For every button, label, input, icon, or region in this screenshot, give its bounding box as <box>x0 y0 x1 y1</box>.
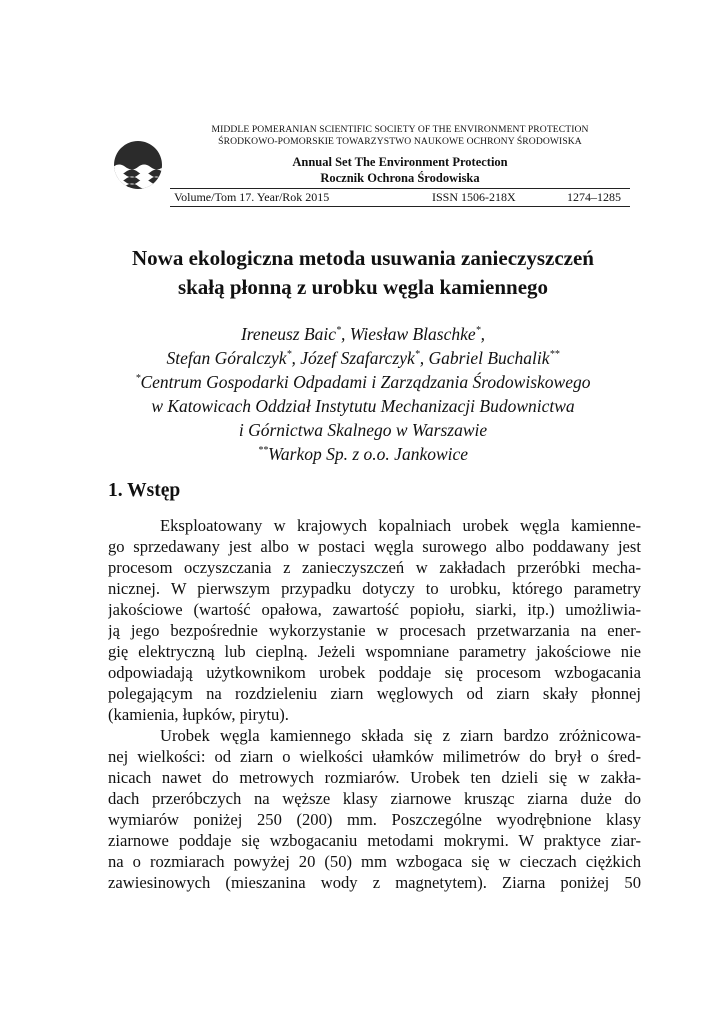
society-logo-icon <box>113 140 163 190</box>
header-rule-top <box>170 188 630 189</box>
affiliation-text: Centrum Gospodarki Odpadami i Zarządzania Środowiskowego <box>140 372 591 392</box>
body-line: na o rozmiarach powyżej 20 (50) mm wzbogaca się w cieczach ciężkich <box>108 852 641 871</box>
author-blaschke: , Wiesław Blaschke <box>341 324 476 344</box>
article-title-line-2: skałą płonną z urobku węgla kamiennego <box>177 275 549 299</box>
issn: ISSN 1506-218X <box>432 190 516 204</box>
authors-line-2 <box>60 347 666 369</box>
author-goralczyk: Stefan Góralczyk <box>166 348 287 368</box>
affiliation-text: Warkop Sp. z o.o. Jankowice <box>267 444 469 464</box>
body-line: odpowiadają użytkownikom urobek poddaje się procesom wzbogacania <box>108 663 641 682</box>
author-szafarczyk: , Józef Szafarczyk <box>291 348 415 368</box>
body-line: dach przeróbczych na węższe klasy ziarnowe krusząc ziarna duże do <box>108 789 641 808</box>
authors-line-1 <box>60 323 666 345</box>
body-line: polegającym na rozdzieleniu ziarn węglowych od ziarn skały płonnej <box>108 684 641 703</box>
affiliation-1-line-3: i Górnictwa Skalnego w Warszawie <box>238 420 488 440</box>
article-title-line-1: Nowa ekologiczna metoda usuwania zanieczyszczeń <box>132 246 594 270</box>
body-line: ziarnowe poddaje się wzbogacaniu metodami mokrymi. W praktyce ziar- <box>108 831 641 850</box>
footnote-mark: * <box>135 373 141 384</box>
body-line: ją jego bezpośrednie wykorzystanie w procesach przetwarzania na ener- <box>108 621 641 640</box>
body-line: zawiesinowych (mieszanina wody z magnetytem). Ziarna poniżej 50 <box>108 873 641 892</box>
body-line: gię elektryczną lub cieplną. Jeżeli wspomniane parametry jakościowe nie <box>108 642 641 661</box>
society-name-en: MIDDLE POMERANIAN SCIENTIFIC SOCIETY OF THE ENVIRONMENT PROTECTION <box>211 124 589 135</box>
footnote-mark: * <box>475 325 481 336</box>
author-baic: Ireneusz Baic <box>240 324 337 344</box>
body-line: wymiarów poniżej 250 (200) mm. Poszczególne wyodrębnione klasy <box>108 810 641 829</box>
author-buchalik: , Gabriel Buchalik <box>419 348 550 368</box>
body-line: Urobek węgla kamiennego składa się z ziarn bardzo zróżnicowa- <box>160 726 641 745</box>
body-line: procesom oczyszczania z zanieczyszczeń w zakładach przeróbki mecha- <box>108 558 641 577</box>
footnote-mark: * <box>336 325 342 336</box>
society-name-pl: ŚRODKOWO-POMORSKIE TOWARZYSTWO NAUKOWE OCHRONY ŚRODOWISKA <box>218 136 582 147</box>
body-line: nicznej. W pierwszym przypadku dotyczy to urobku, którego parametry <box>108 579 641 598</box>
journal-title-pl: Rocznik Ochrona Środowiska <box>320 171 480 185</box>
body-line: go sprzedawany jest albo w postaci węgla surowego albo poddawany jest <box>108 537 641 556</box>
journal-title-en: Annual Set The Environment Protection <box>292 155 508 169</box>
footnote-mark: * <box>286 349 292 360</box>
body-line: nej wielkości: od ziarn o wielkości ułamków milimetrów do brył o śred- <box>108 747 641 766</box>
section-heading: 1. Wstęp <box>108 480 181 501</box>
header-rule-bottom <box>170 206 630 207</box>
footnote-mark: * <box>414 349 420 360</box>
footnote-mark: ** <box>549 349 560 360</box>
affiliation-1-line-2: w Katowicach Oddział Instytutu Mechanizacji Budownictwa <box>151 396 575 416</box>
affiliation-1-line-1 <box>60 371 666 393</box>
separator: , <box>480 324 486 344</box>
affiliation-2 <box>60 443 666 465</box>
volume-year: Volume/Tom 17. Year/Rok 2015 <box>174 190 330 204</box>
body-line: jakościowe (wartość opałowa, zawartość popiołu, siarki, itp.) umożliwia- <box>108 600 641 619</box>
body-line: Eksploatowany w krajowych kopalniach urobek węgla kamienne- <box>160 516 641 535</box>
footnote-mark: ** <box>257 445 268 456</box>
body-line: (kamienia, łupków, pirytu). <box>108 705 289 724</box>
body-line: nicach nawet do metrowych rozmiarów. Urobek ten dzieli się w zakła- <box>108 768 641 787</box>
page-range: 1274–1285 <box>567 190 621 204</box>
